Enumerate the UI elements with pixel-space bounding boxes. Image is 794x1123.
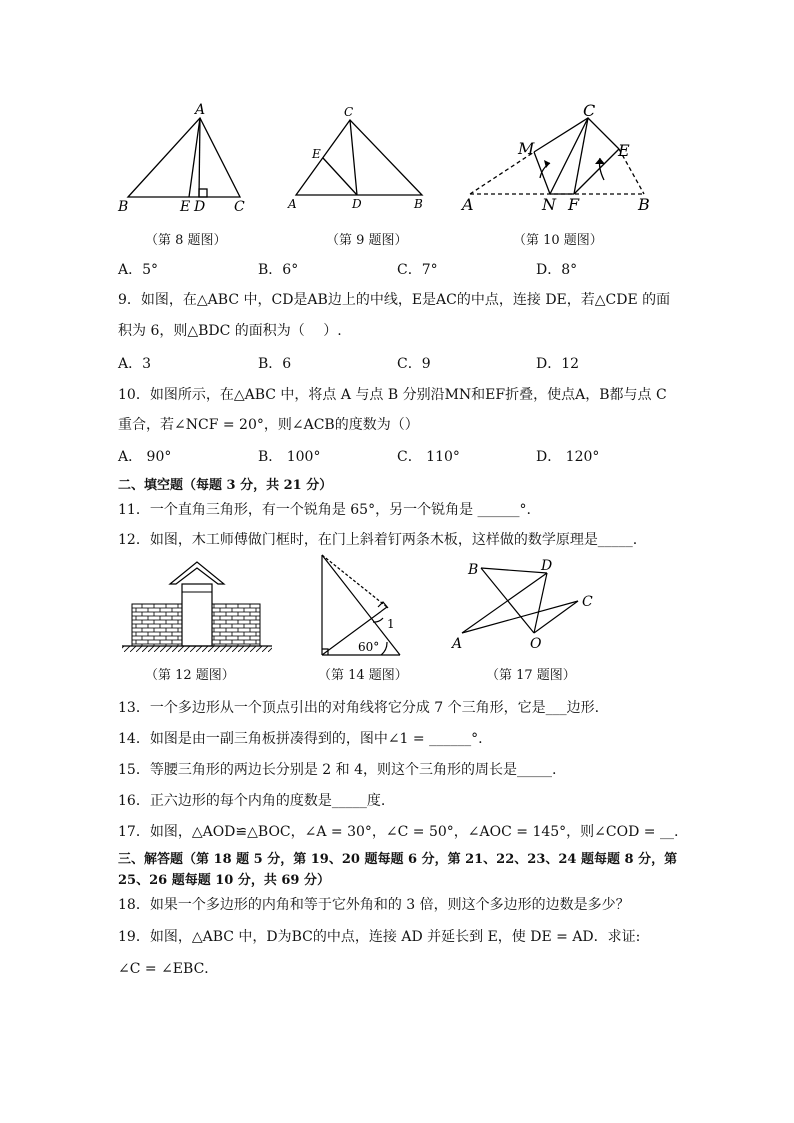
fig17-label-b: B — [468, 562, 479, 578]
figure-14 — [315, 552, 407, 662]
q8-option-a: A．5° — [118, 262, 159, 278]
q9-line2: 积为 6，则△BDC 的面积为（ ）. — [118, 323, 342, 339]
q13-text: 13．一个多边形从一个顶点引出的对角线将它分成 7 个三角形，它是___边形. — [118, 700, 600, 716]
q15-text: 15．等腰三角形的两边长分别是 2 和 4，则这个三角形的周长是_____. — [118, 762, 557, 778]
fig9-label-e: E — [312, 147, 321, 161]
fig9-caption: （第 9 题图） — [326, 233, 408, 248]
q10-option-b: B． 100° — [258, 449, 321, 465]
figure-12 — [118, 556, 278, 662]
fig10-label-c: C — [583, 101, 596, 120]
figure-17 — [446, 556, 606, 656]
q9-option-a: A．3 — [118, 356, 152, 372]
q10-option-c: C． 110° — [397, 449, 460, 465]
figure-9 — [284, 100, 434, 220]
fig9-label-a: A — [288, 197, 297, 211]
fig8-label-c: C — [234, 199, 245, 215]
section-3-heading-line2: 25、26 题每题 10 分，共 69 分） — [118, 873, 330, 888]
q10-line2: 重合，若∠NCF = 20°，则∠ACB的度数为（） — [118, 417, 419, 433]
q9-option-c: C．9 — [397, 356, 431, 372]
fig8-label-d: D — [194, 199, 206, 215]
fig12-caption: （第 12 题图） — [145, 668, 235, 683]
fig8-label-e: E — [180, 199, 191, 215]
fig8-caption: （第 8 题图） — [145, 233, 227, 248]
section-2-heading: 二、填空题（每题 3 分，共 21 分） — [118, 478, 333, 493]
fig10-label-e: E — [618, 141, 630, 160]
fig14-caption: （第 14 题图） — [318, 668, 408, 683]
fig17-label-d: D — [541, 558, 553, 574]
q11-text: 11．一个直角三角形，有一个锐角是 65°，另一个锐角是 ______°. — [118, 502, 531, 518]
fig17-label-c: C — [582, 594, 593, 610]
q19-line1: 19．如图，△ABC 中，D为BC的中点，连接 AD 并延长到 E，使 DE = AD．求证: — [118, 929, 641, 945]
q8-option-b: B．6° — [258, 262, 299, 278]
fig9-label-b: B — [414, 197, 423, 211]
section-3-heading-line1: 三、解答题（第 18 题 5 分，第 19、20 题每题 6 分，第 21、22、23、24 题每题 8 分，第 — [118, 852, 678, 867]
q9-line1: 9．如图，在△ABC 中，CD是AB边上的中线，E是AC的中点，连接 DE，若△CDE 的面 — [118, 292, 671, 308]
fig10-caption: （第 10 题图） — [513, 233, 603, 248]
q19-line2: ∠C = ∠EBC． — [118, 961, 219, 977]
fig14-label-1: 1 — [387, 617, 395, 631]
q9-option-d: D．12 — [536, 356, 580, 372]
q16-text: 16．正六边形的每个内角的度数是_____度. — [118, 793, 386, 809]
fig10-label-f: F — [568, 195, 580, 214]
q10-option-a: A． 90° — [118, 449, 172, 465]
q10-option-d: D． 120° — [536, 449, 600, 465]
fig17-label-a: A — [452, 636, 463, 652]
fig10-label-n: N — [542, 195, 556, 214]
fig10-label-b: B — [638, 195, 650, 214]
q12-text: 12．如图，木工师傅做门框时，在门上斜着钉两条木板，这样做的数学原理是_____. — [118, 532, 638, 548]
fig17-label-o: O — [530, 636, 542, 652]
q17-text: 17．如图，△AOD≌△BOC，∠A = 30°，∠C = 50°，∠AOC = 145°，则∠COD = __. — [118, 824, 679, 840]
q18-text: 18．如果一个多边形的内角和等于它外角和的 3 倍，则这个多边形的边数是多少？ — [118, 897, 630, 913]
fig10-label-m: M — [518, 139, 535, 158]
fig14-label-60: 60° — [358, 640, 380, 654]
figure-10 — [458, 98, 658, 218]
fig9-label-c: C — [344, 105, 354, 119]
q10-line1: 10．如图所示，在△ABC 中，将点 A 与点 B 分别沿MN和EF折叠，使点A，B都与点 C — [118, 387, 667, 403]
figure-8 — [112, 100, 262, 220]
q8-option-d: D．8° — [536, 262, 578, 278]
fig8-label-b: B — [118, 199, 129, 215]
q9-option-b: B．6 — [258, 356, 292, 372]
q14-text: 14．如图是由一副三角板拼凑得到的，图中∠1 = ______°. — [118, 731, 483, 747]
fig9-label-d: D — [352, 197, 362, 211]
q8-option-c: C．7° — [397, 262, 438, 278]
fig10-label-a: A — [462, 195, 474, 214]
fig8-label-a: A — [195, 102, 206, 118]
fig17-caption: （第 17 题图） — [486, 668, 576, 683]
